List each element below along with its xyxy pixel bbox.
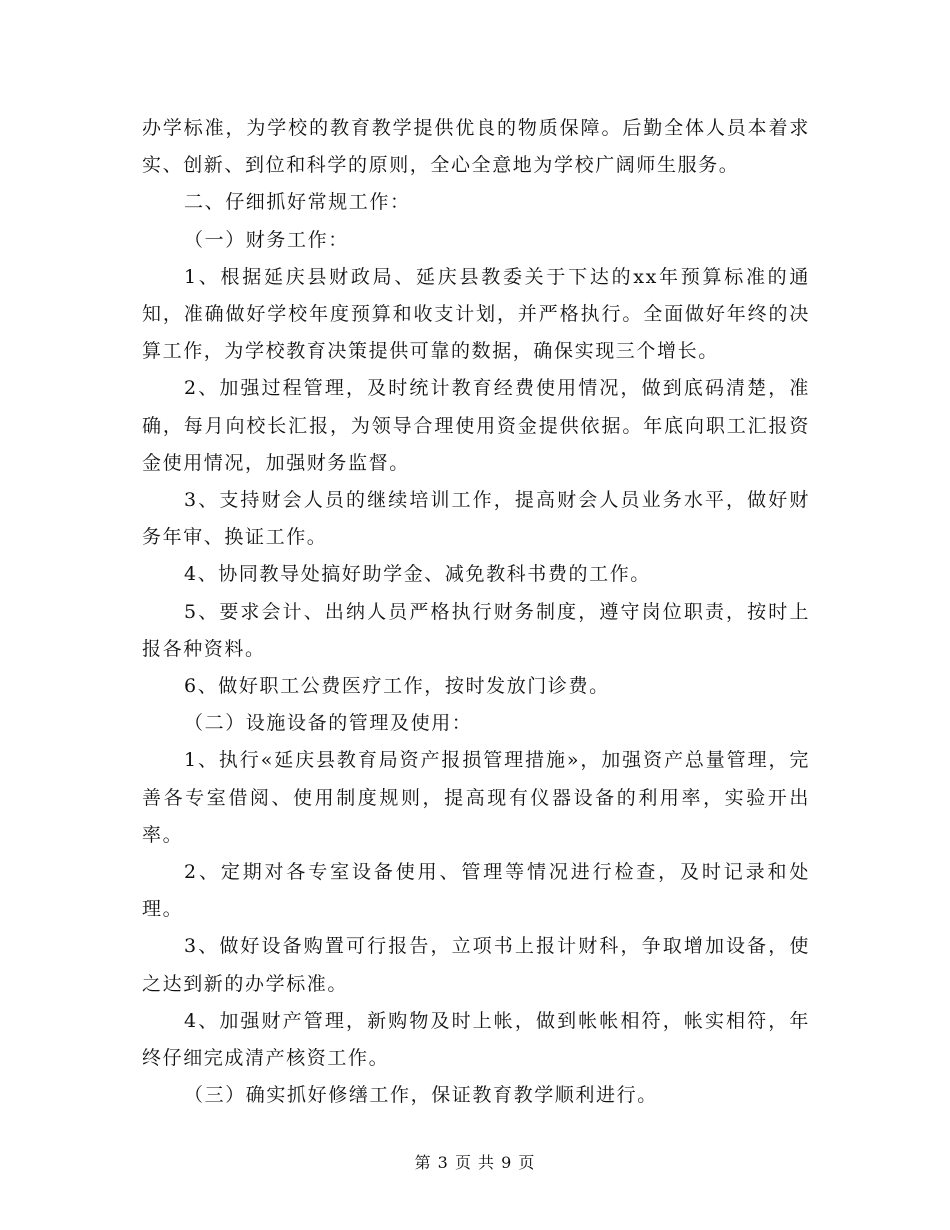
subsection-heading-repairs: （三）确实抓好修缮工作，保证教育教学顺利进行。 bbox=[184, 1084, 658, 1107]
facilities-item-3: 3、做好设备购置可行报告，立项书上报计财科，争取增加设备，使之达到新的办学标准。 bbox=[142, 935, 810, 995]
subsection-heading-finance: （一）财务工作： bbox=[184, 228, 349, 251]
section-heading-2: 二、仔细抓好常规工作： bbox=[184, 191, 411, 214]
facilities-item-4: 4、加强财产管理，新购物及时上帐，做到帐帐相符，帐实相符，年终仔细完成清产核资工作。 bbox=[142, 1009, 810, 1070]
finance-item-3: 3、支持财会人员的继续培训工作，提高财会人员业务水平，做好财务年审、换证工作。 bbox=[142, 489, 810, 549]
finance-item-5: 5、要求会计、出纳人员严格执行财务制度，遵守岗位职责，按时上报各种资料。 bbox=[142, 600, 810, 660]
subsection-heading-facilities: （二）设施设备的管理及使用： bbox=[184, 712, 473, 735]
facilities-item-1: 1、执行«延庆县教育局资产报损管理措施»，加强资产总量管理，完善各专室借阅、使用制度规则，提高现有仪器设备的利用率，实验开出率。 bbox=[142, 749, 810, 846]
page-number-footer: 第 3 页 共 9 页 bbox=[414, 1153, 536, 1172]
facilities-item-2: 2、定期对各专室设备使用、管理等情况进行检查，及时记录和处理。 bbox=[142, 861, 810, 921]
finance-item-1: 1、根据延庆县财政局、延庆县教委关于下达的xx年预算标准的通知，准确做好学校年度预算和收支计划，并严格执行。全面做好年终的决算工作，为学校教育决策提供可靠的数据，确保实现三个增长。 bbox=[142, 265, 810, 363]
document-body bbox=[142, 110, 810, 1114]
paragraph-intro-continuation: 办学标准，为学校的教育教学提供优良的物质保障。后勤全体人员本着求实、创新、到位和科学的原则，全心全意地为学校广阔师生服务。 bbox=[142, 117, 810, 177]
finance-item-4: 4、协同教导处搞好助学金、减免教科书费的工作。 bbox=[184, 563, 651, 586]
finance-item-6: 6、做好职工公费医疗工作，按时发放门诊费。 bbox=[184, 675, 610, 698]
finance-item-2: 2、加强过程管理，及时统计教育经费使用情况，做到底码清楚，准确，每月向校长汇报，为领导合理使用资金提供依据。年底向职工汇报资金使用情况，加强财务监督。 bbox=[142, 377, 810, 474]
